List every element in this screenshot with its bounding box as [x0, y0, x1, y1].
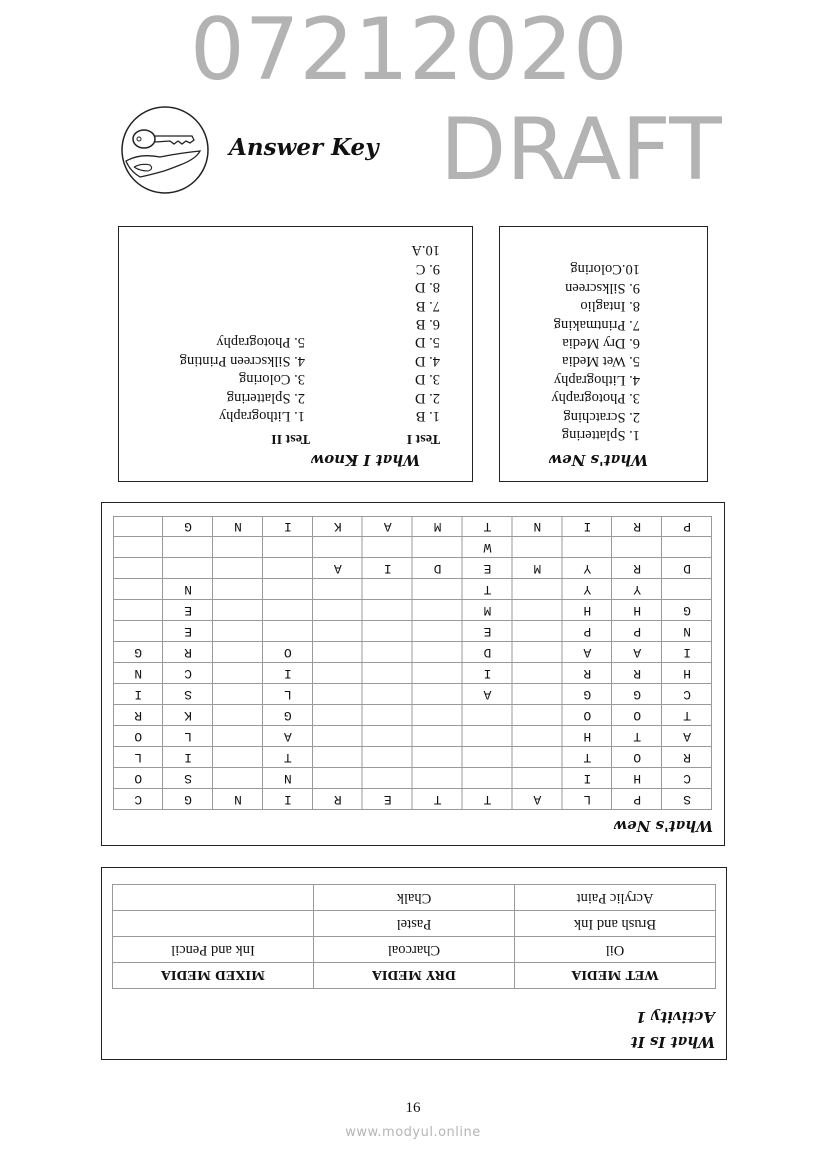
website-watermark: www.modyul.online [345, 1125, 481, 1140]
whats-new-list-box [499, 226, 708, 482]
whats-new-answer: 6. Dry Media [562, 335, 640, 351]
test2-answer: 5. Photography [216, 334, 305, 351]
whats-new-answer: 5. Wet Media [562, 353, 640, 370]
media-table [112, 884, 716, 989]
grid-row: TOO G KR [92, 708, 691, 723]
activity-box [101, 867, 727, 1060]
media-cell: Chalk [314, 885, 515, 911]
grid-row: YY T N [92, 582, 691, 597]
media-cell [113, 885, 314, 911]
media-header-row [113, 963, 716, 989]
whats-new-answer: 10.Coloring [570, 261, 640, 278]
grid-row: PRINTMAKING [92, 519, 691, 534]
whats-new-answer: 7. Printmaking [553, 316, 640, 333]
test2-answer: 3. Coloring [238, 371, 305, 388]
media-header: WET MEDIA [515, 963, 716, 989]
test2-label: Test II [271, 431, 310, 446]
grid-row: SPLATTERINGC [92, 792, 691, 807]
grid-row: ROT T IL [92, 750, 691, 765]
page-title: Answer Key [229, 134, 379, 161]
test1-answer: 2. D [415, 389, 440, 406]
media-header: DRY MEDIA [314, 963, 515, 989]
media-cell: Oil [515, 937, 716, 963]
whats-new-answer: 2. Scratching [563, 408, 640, 425]
media-cell [113, 911, 314, 937]
media-header: MIXED MEDIA [113, 963, 314, 989]
whats-new-answer: 1. Splattering [561, 427, 640, 443]
grid-row: NPP E E [92, 624, 691, 639]
grid-row: IAA D O RG [92, 645, 691, 660]
whats-new-answer: 8. Intaglio [580, 298, 640, 315]
whats-new-answer: 3. Photography [551, 390, 640, 407]
test1-answer: 8. D [415, 279, 440, 296]
test1-answer: 1. B [415, 408, 440, 424]
whats-new-answer: 9. Silkscreen [565, 279, 640, 296]
test1-answer: 5. D [415, 334, 440, 351]
media-cell: Charcoal [314, 937, 515, 963]
whats-new-list-title: What's New [549, 451, 648, 469]
test2-answer: 4. Silkscreen Printing [179, 352, 305, 369]
word-search-title: What's New [614, 817, 713, 835]
activity-subtitle: Activity 1 [635, 1008, 715, 1026]
page-number: 16 [405, 1100, 421, 1116]
test2-answer: 1. Lithography [218, 408, 305, 424]
word-search-box [92, 502, 725, 846]
key-in-hand-icon [120, 105, 210, 195]
test1-answer: 3. D [415, 371, 440, 388]
watermark-line1: DRAFT [440, 100, 722, 200]
test1-answer: 9. C [415, 260, 440, 277]
activity-title: What Is It [630, 1033, 715, 1051]
grid-row: HRR I I CN [92, 666, 691, 681]
media-row [113, 911, 716, 937]
test2-answer: 2. Splattering [226, 389, 305, 406]
whats-new-answer: 4. Lithography [553, 371, 640, 388]
test1-answer: 7. B [415, 297, 440, 314]
media-row [113, 885, 716, 911]
watermark-line2: 07212020 [190, 0, 628, 100]
media-cell: Ink and Pencil [113, 937, 314, 963]
grid-row: W [92, 540, 691, 555]
media-cell: Acrylic Paint [515, 885, 716, 911]
what-i-know-box [118, 226, 473, 482]
grid-row: CHI N SO [92, 771, 691, 786]
test1-label: Test I [406, 431, 440, 446]
media-cell: Pastel [314, 911, 515, 937]
what-i-know-title: What I Know [311, 451, 420, 469]
test1-answer: 10.A [411, 242, 440, 259]
test1-answer: 6. B [415, 316, 440, 332]
grid-row: DRYMEDIA [92, 561, 691, 576]
grid-row: GHH M E [92, 603, 691, 618]
media-row [113, 937, 716, 963]
test1-answer: 4. D [415, 352, 440, 369]
media-cell: Brush and Ink [515, 911, 716, 937]
grid-row: ATH A LO [92, 729, 691, 744]
grid-row: CGG A L SI [92, 687, 691, 702]
word-search-grid [92, 516, 712, 810]
